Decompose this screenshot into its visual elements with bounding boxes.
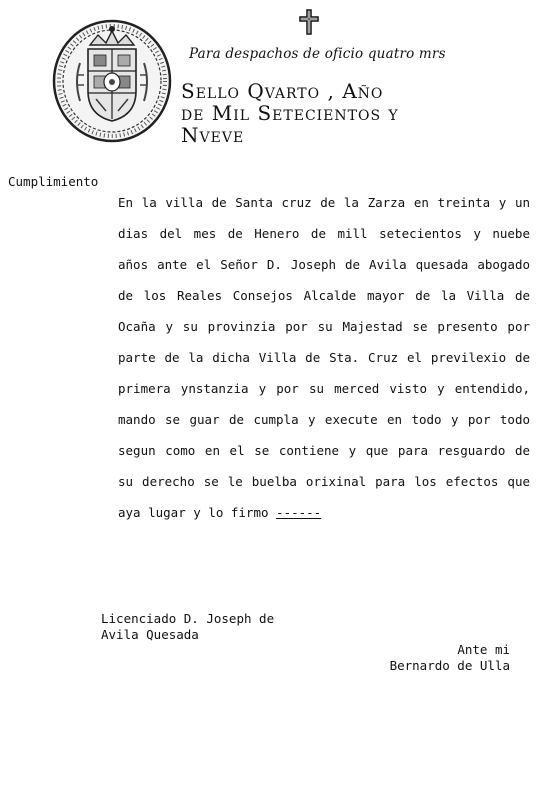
signature-left-line-2: Avila Quesada	[101, 627, 199, 642]
signature-right-line-1: Ante mi	[457, 642, 510, 657]
signature-right	[390, 642, 510, 674]
signature-left-line-1: Licenciado D. Joseph de	[101, 611, 275, 626]
signature-left	[101, 611, 274, 643]
closing-dashes: ------	[276, 505, 322, 520]
document-body	[118, 187, 530, 528]
stamp-title-line-2: de Mil Setecientos y	[181, 101, 399, 125]
stamp-title-line-1: Sello Qvarto , Año	[181, 79, 384, 103]
cross-icon	[297, 8, 321, 36]
margin-note: Cumplimiento	[8, 174, 99, 189]
stamp-title	[181, 80, 399, 146]
signature-right-line-2: Bernardo de Ulla	[389, 658, 510, 673]
stamp-price-line: Para despachos de oficio quatro mrs	[189, 46, 446, 62]
body-paragraph: En la villa de Santa cruz de la Zarza en treinta y un dias del mes de Henero de mill setecientos y nuebe años ante el Señor D. Joseph de Avila quesada abogado de los Reales Consejos Alcalde mayor de la Villa de Ocaña y su provinzia por su Majestad se presento por parte de la dicha Villa de Sta. Cruz el previlexio de primera ynstanzia y por su merced visto y entendido, mando se guar de cumpla y execute en todo y por todo segun como en el se contiene y que para resguardo de su derecho se le buelba orixinal para los efectos que aya lugar y lo firmo	[118, 195, 530, 520]
royal-seal-emblem	[50, 15, 175, 145]
stamp-title-line-3: Nveve	[181, 123, 245, 147]
